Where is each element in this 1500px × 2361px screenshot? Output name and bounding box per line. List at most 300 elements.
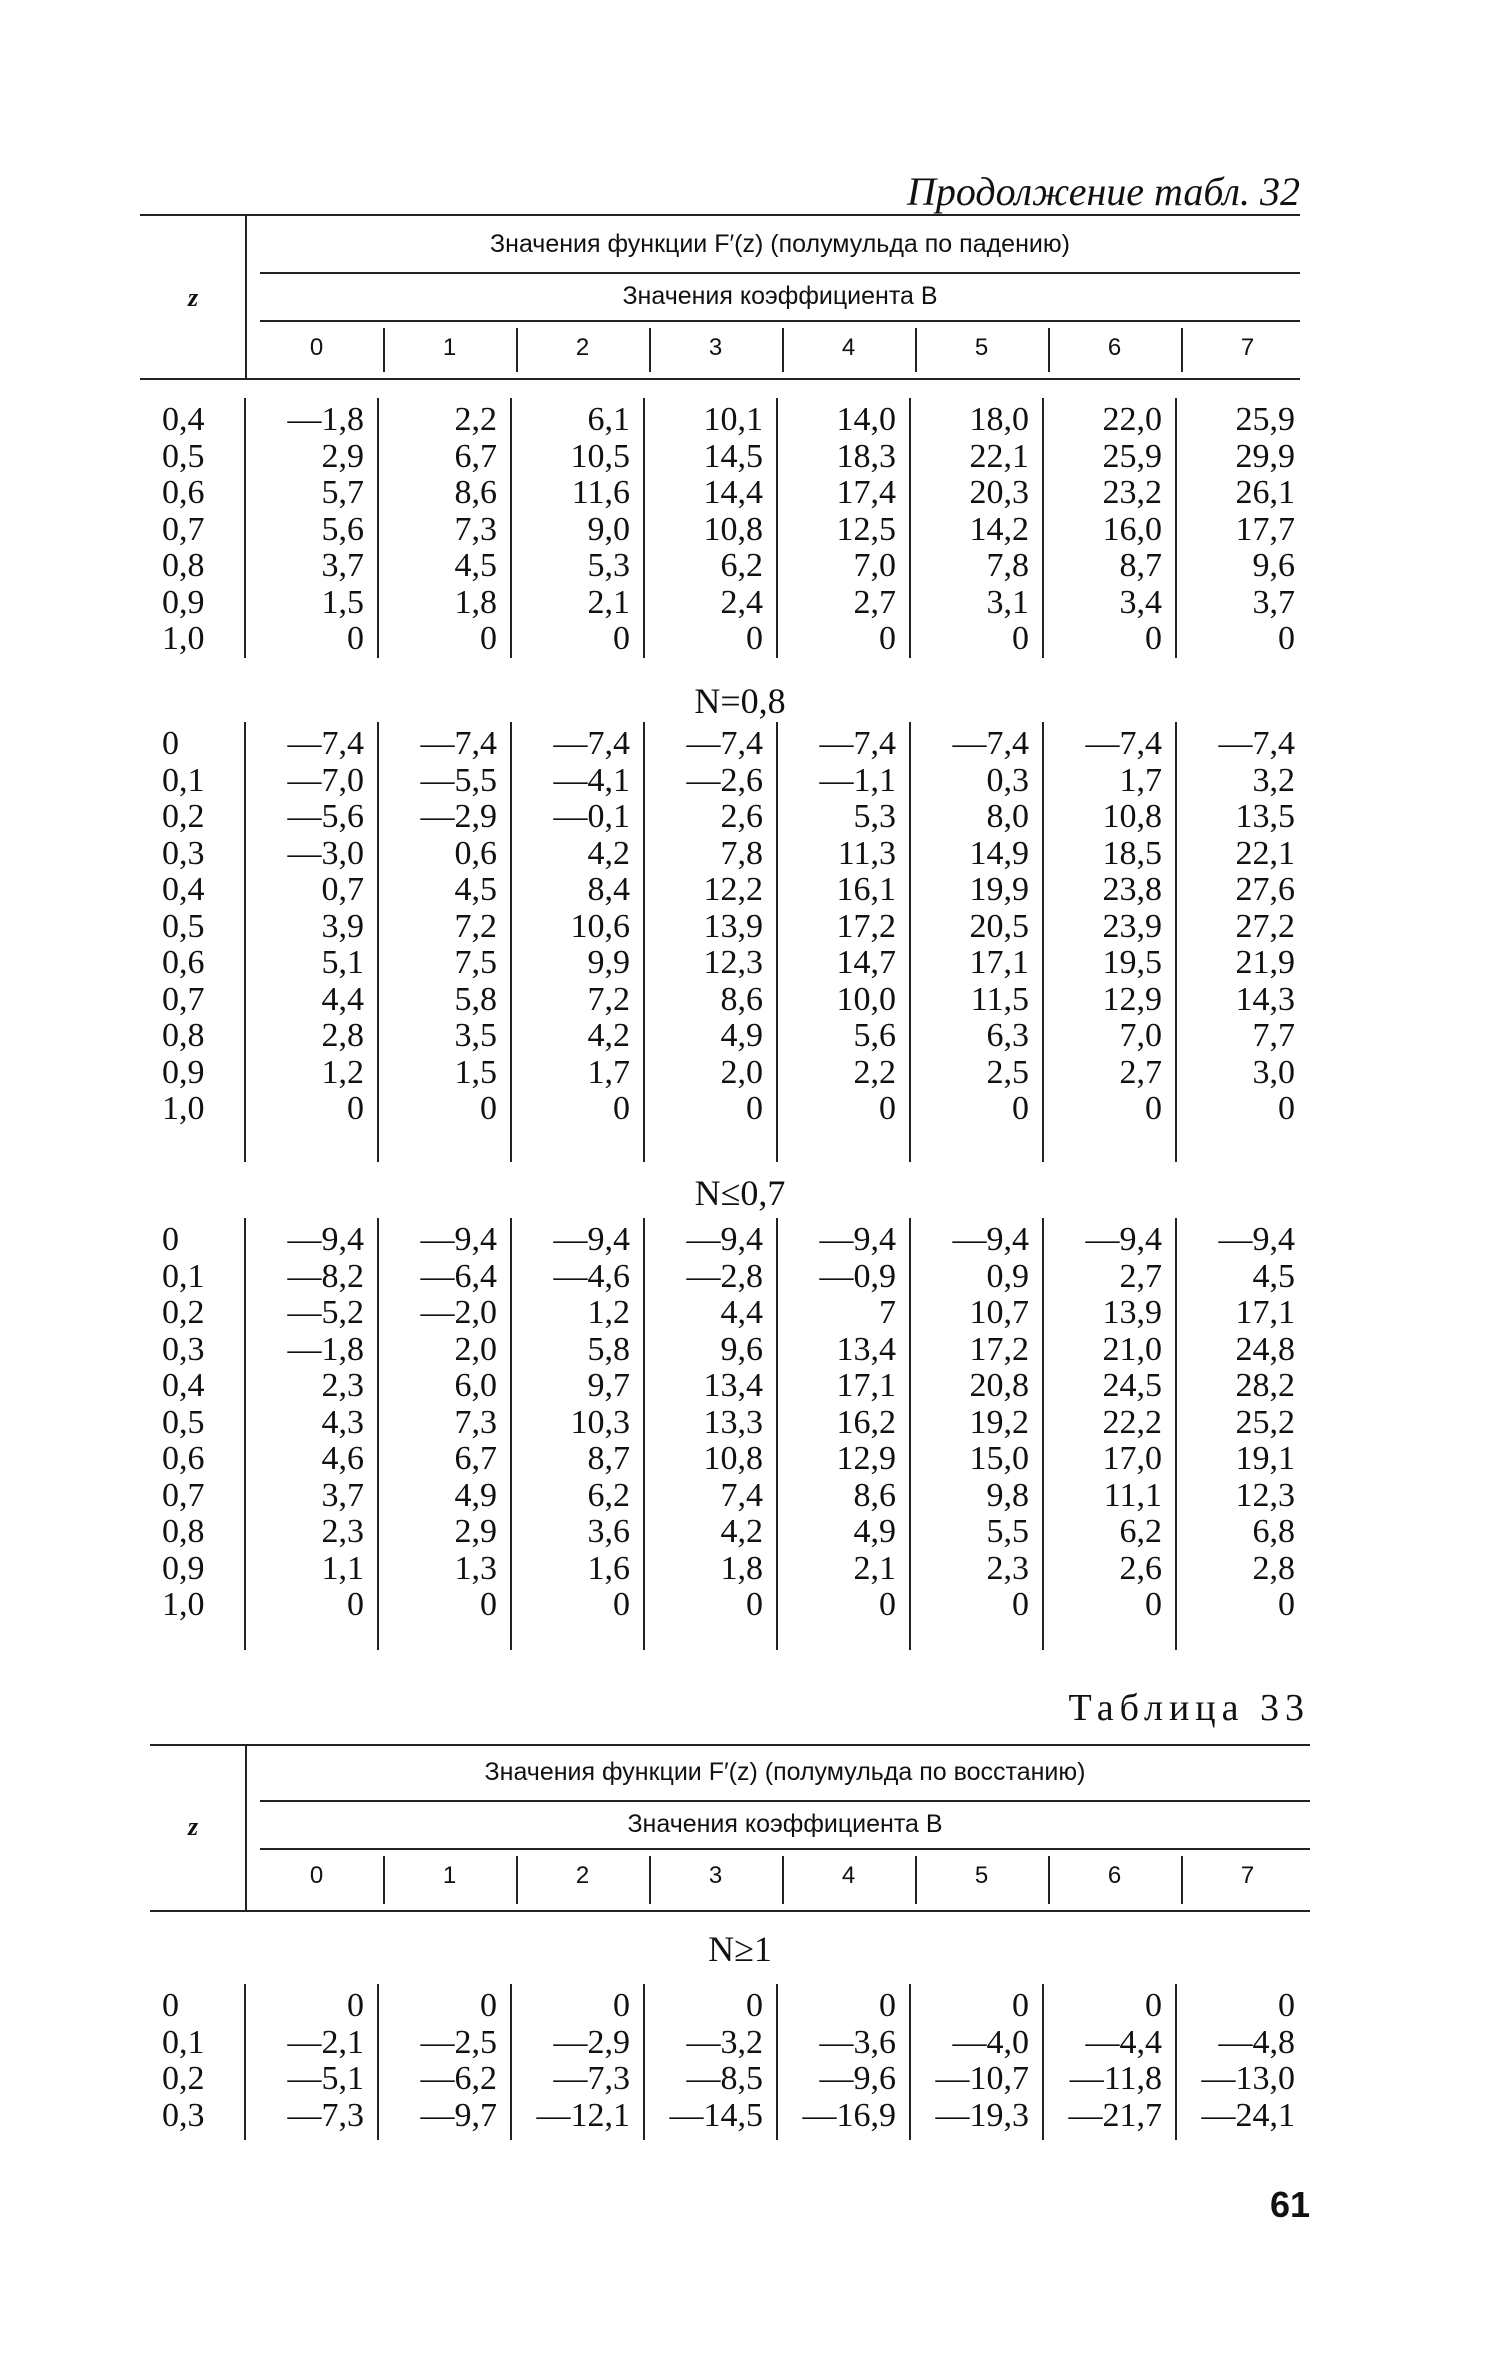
table-cell: —4,6 — [553, 1257, 630, 1295]
table-cell: 4,5 — [454, 547, 497, 584]
table-cell: 7,4 — [720, 1476, 763, 1514]
table-cell: 0 — [347, 1987, 364, 2024]
column-header-b1: 1 — [442, 334, 457, 361]
table-cell: —7,4 — [287, 725, 364, 762]
table-cell: —9,7 — [420, 2096, 497, 2134]
table-cell: 28,2 — [1235, 1367, 1295, 1404]
table-cell: —9,6 — [819, 2060, 896, 2097]
table-cell: —9,4 — [1085, 1221, 1162, 1258]
table-cell: 16,0 — [1102, 510, 1162, 548]
table-cell: 4,2 — [720, 1513, 763, 1550]
z-value: 0,3 — [162, 1330, 205, 1368]
table-cell: 23,8 — [1102, 871, 1162, 908]
table-cell: 4,2 — [587, 834, 630, 872]
table-cell: 3,1 — [986, 583, 1029, 621]
table-cell: 5,6 — [853, 1017, 896, 1054]
table-cell: 6,3 — [986, 1017, 1029, 1054]
table-cell: 4,9 — [853, 1513, 896, 1550]
table-cell: 10,8 — [703, 510, 763, 548]
table32-subtitle: Значения коэффициента B — [622, 282, 938, 310]
z-value: 0,2 — [162, 1294, 205, 1331]
z-value: 0,4 — [162, 1367, 205, 1404]
column-header-b4: 4 — [841, 334, 856, 361]
table-cell: 25,9 — [1102, 437, 1162, 475]
table-cell: 7,2 — [587, 980, 630, 1018]
table-cell: 2,2 — [454, 401, 497, 438]
table-cell: 2,7 — [1119, 1053, 1162, 1091]
table-cell: 0 — [1012, 1586, 1029, 1623]
table-cell: 17,4 — [836, 474, 896, 511]
table-cell: 0 — [480, 1987, 497, 2024]
table-cell: 0 — [746, 620, 763, 657]
table-cell: 11,1 — [1103, 1476, 1162, 1514]
z-value: 0,7 — [162, 1476, 205, 1514]
table-cell: —0,9 — [819, 1257, 896, 1295]
table-cell: —2,8 — [686, 1257, 763, 1295]
z-value: 0,8 — [162, 1513, 205, 1550]
condition-n-le-0-7: N≤0,7 — [694, 1173, 786, 1213]
table-cell: 7,8 — [986, 547, 1029, 584]
z-value: 0,1 — [162, 1257, 205, 1295]
table-cell: 0 — [1012, 620, 1029, 657]
z-value: 0,3 — [162, 2096, 205, 2134]
table-cell: 0 — [1145, 1090, 1162, 1127]
condition-n-0-8: N=0,8 — [694, 681, 786, 721]
table-cell: 17,2 — [969, 1330, 1029, 1368]
table-cell: —8,5 — [686, 2060, 763, 2097]
table-cell: 12,2 — [703, 871, 763, 908]
table-cell: 1,2 — [587, 1294, 630, 1331]
table-cell: —7,4 — [819, 725, 896, 762]
z-value: 0,7 — [162, 510, 205, 548]
table-cell: 12,5 — [836, 510, 896, 548]
table-cell: —13,0 — [1201, 2060, 1295, 2097]
table-cell: —24,1 — [1201, 2096, 1295, 2134]
table-cell: —7,4 — [553, 725, 630, 762]
table-cell: 2,3 — [986, 1549, 1029, 1587]
table-cell: 13,3 — [703, 1403, 763, 1441]
table-cell: 16,2 — [836, 1403, 896, 1441]
table-cell: 0 — [613, 620, 630, 657]
table-cell: 3,7 — [321, 547, 364, 584]
table-cell: 10,6 — [570, 907, 630, 945]
table-cell: —1,8 — [287, 1330, 364, 1368]
table-cell: 7,0 — [853, 547, 896, 584]
table-cell: 0 — [746, 1090, 763, 1127]
table-cell: 1,3 — [454, 1549, 497, 1587]
table-cell: 17,1 — [1235, 1294, 1295, 1331]
table-cell: 2,9 — [321, 437, 364, 475]
table-cell: —3,0 — [287, 834, 364, 872]
z-value: 0 — [162, 1221, 179, 1258]
z-value: 1,0 — [162, 1586, 205, 1623]
table-cell: 10,1 — [703, 401, 763, 438]
table-cell: 17,1 — [836, 1367, 896, 1404]
table-cell: 12,9 — [1102, 980, 1162, 1018]
table-cell: 12,3 — [703, 944, 763, 981]
column-header-b3: 3 — [708, 334, 723, 361]
table-cell: 0,9 — [986, 1257, 1029, 1295]
table-cell: 2,0 — [454, 1330, 497, 1368]
table-cell: 2,0 — [720, 1053, 763, 1091]
z-value: 0,2 — [162, 798, 205, 835]
table-cell: 21,9 — [1235, 944, 1295, 981]
table-cell: 22,0 — [1102, 401, 1162, 438]
column-header-b0: 0 — [309, 1862, 324, 1889]
table-cell: —19,3 — [935, 2096, 1029, 2134]
table-cell: 2,1 — [853, 1549, 896, 1587]
table-cell: 5,3 — [853, 798, 896, 835]
table-cell: 0 — [879, 620, 896, 657]
table-cell: 0,6 — [454, 834, 497, 872]
table-cell: —2,5 — [420, 2023, 497, 2061]
table-cell: —7,4 — [1218, 725, 1295, 762]
table-cell: 2,7 — [1119, 1257, 1162, 1295]
table-cell: 22,1 — [969, 437, 1029, 475]
table-cell: 4,5 — [454, 871, 497, 908]
table-cell: 14,7 — [836, 944, 896, 981]
table-cell: 10,0 — [836, 980, 896, 1018]
table-cell: —7,4 — [1085, 725, 1162, 762]
table-cell: —2,0 — [420, 1294, 497, 1331]
table-cell: 5,7 — [321, 474, 364, 511]
table-cell: 3,4 — [1119, 583, 1162, 621]
table-cell: 9,0 — [587, 510, 630, 548]
table-cell: 6,1 — [587, 401, 630, 438]
table-cell: 7,5 — [454, 944, 497, 981]
table-cell: 4,5 — [1252, 1257, 1295, 1295]
table-cell: 2,4 — [720, 583, 763, 621]
table-cell: 0 — [1145, 1586, 1162, 1623]
table-cell: 11,6 — [571, 474, 630, 511]
table-cell: 9,7 — [587, 1367, 630, 1404]
table-cell: 10,8 — [1102, 798, 1162, 835]
z-value: 0,8 — [162, 1017, 205, 1054]
table-cell: 1,1 — [321, 1549, 364, 1587]
table-cell: 16,1 — [836, 871, 896, 908]
table-cell: 9,6 — [1252, 547, 1295, 584]
table-cell: 0 — [480, 1090, 497, 1127]
table-cell: 7,2 — [454, 907, 497, 945]
table-cell: 2,3 — [321, 1367, 364, 1404]
table-cell: —7,4 — [420, 725, 497, 762]
table-cell: 18,5 — [1102, 834, 1162, 872]
table-cell: 2,8 — [1252, 1549, 1295, 1587]
table-cell: —9,4 — [819, 1221, 896, 1258]
table32-z-header: z — [188, 283, 199, 312]
table-cell: 17,0 — [1102, 1440, 1162, 1477]
table-cell: 17,1 — [969, 944, 1029, 981]
table-cell: 24,5 — [1102, 1367, 1162, 1404]
table-cell: —2,6 — [686, 761, 763, 799]
table-cell: 1,7 — [587, 1053, 630, 1091]
table-cell: —7,0 — [287, 761, 364, 799]
condition-n-ge-1: N≥1 — [708, 1929, 772, 1969]
table-cell: 10,5 — [570, 437, 630, 475]
table-cell: 0 — [746, 1586, 763, 1623]
table-cell: 0 — [613, 1586, 630, 1623]
table-cell: 1,5 — [321, 583, 364, 621]
column-header-b5: 5 — [974, 334, 989, 361]
table-cell: 15,0 — [969, 1440, 1029, 1477]
table-cell: 0 — [347, 1090, 364, 1127]
table-cell: 0 — [746, 1987, 763, 2024]
table-cell: 8,7 — [1119, 547, 1162, 584]
z-value: 0 — [162, 725, 179, 762]
table-cell: 4,9 — [720, 1017, 763, 1054]
table-cell: —6,4 — [420, 1257, 497, 1295]
table-cell: 1,2 — [321, 1053, 364, 1091]
table-cell: —10,7 — [935, 2060, 1029, 2097]
table-cell: 0 — [613, 1090, 630, 1127]
table-cell: 3,6 — [587, 1513, 630, 1550]
table-cell: 0 — [879, 1586, 896, 1623]
table-cell: 0 — [1278, 1987, 1295, 2024]
z-value: 0,8 — [162, 547, 205, 584]
table-cell: —12,1 — [536, 2096, 630, 2134]
z-value: 0,6 — [162, 474, 205, 511]
table-cell: 5,6 — [321, 510, 364, 548]
table-cell: —8,2 — [287, 1257, 364, 1295]
table-cell: 23,2 — [1102, 474, 1162, 511]
table-cell: —21,7 — [1068, 2096, 1162, 2134]
table-cell: 11,5 — [970, 980, 1029, 1018]
column-header-b1: 1 — [442, 1862, 457, 1889]
table-cell: 29,9 — [1235, 437, 1295, 475]
table-cell: —2,1 — [287, 2023, 364, 2061]
table-cell: 17,7 — [1235, 510, 1295, 548]
table-cell: —16,9 — [802, 2096, 896, 2134]
table-cell: 1,8 — [720, 1549, 763, 1587]
table-cell: 8,0 — [986, 798, 1029, 835]
table-cell: —6,2 — [420, 2060, 497, 2097]
table-cell: —2,9 — [553, 2023, 630, 2061]
table-cell: 0 — [613, 1987, 630, 2024]
table-cell: 1,8 — [454, 583, 497, 621]
table-cell: —1,8 — [287, 401, 364, 438]
table-cell: 14,4 — [703, 474, 763, 511]
table-cell: 13,4 — [836, 1330, 896, 1368]
table-cell: 26,1 — [1235, 474, 1295, 511]
table-cell: 19,2 — [969, 1403, 1029, 1441]
table-cell: —1,1 — [819, 761, 896, 799]
table-cell: 27,2 — [1235, 907, 1295, 945]
table-cell: 5,8 — [587, 1330, 630, 1368]
table-cell: 2,5 — [986, 1053, 1029, 1091]
continuation-label: Продолжение табл. 32 — [906, 169, 1300, 214]
table-cell: —11,8 — [1069, 2060, 1162, 2097]
table-cell: 20,3 — [969, 474, 1029, 511]
table-cell: —4,8 — [1218, 2023, 1295, 2061]
table-cell: 10,8 — [703, 1440, 763, 1477]
table-cell: —7,4 — [952, 725, 1029, 762]
column-header-b4: 4 — [841, 1862, 856, 1889]
z-value: 0,4 — [162, 401, 205, 438]
z-value: 0,1 — [162, 2023, 205, 2061]
table-cell: 14,2 — [969, 510, 1029, 548]
table-cell: 13,5 — [1235, 798, 1295, 835]
table-cell: 4,6 — [321, 1440, 364, 1477]
table-cell: 1,7 — [1119, 761, 1162, 799]
table-cell: —4,1 — [553, 761, 630, 799]
table-cell: 4,4 — [720, 1294, 763, 1331]
table-cell: 0 — [1012, 1987, 1029, 2024]
z-value: 0,7 — [162, 980, 205, 1018]
table33-subtitle: Значения коэффициента B — [627, 1810, 943, 1838]
table-cell: 4,4 — [321, 980, 364, 1018]
table-cell: 17,2 — [836, 907, 896, 945]
column-header-b5: 5 — [974, 1862, 989, 1889]
table-cell: 10,7 — [969, 1294, 1029, 1331]
table-cell: 0 — [1145, 620, 1162, 657]
table33-header-title: Значения функции F′(z) (полумульда по восстанию) — [484, 1758, 1086, 1786]
table-cell: —7,3 — [287, 2096, 364, 2134]
table-cell: 14,9 — [969, 834, 1029, 872]
table-cell: 4,9 — [454, 1476, 497, 1514]
table-cell: 19,5 — [1102, 944, 1162, 981]
table-cell: 0 — [480, 1586, 497, 1623]
table-cell: 3,7 — [1252, 583, 1295, 621]
table-cell: 0 — [1278, 620, 1295, 657]
table-cell: 0 — [347, 620, 364, 657]
table-cell: 6,2 — [1119, 1513, 1162, 1550]
table-cell: 7,3 — [454, 510, 497, 548]
table-cell: —2,9 — [420, 798, 497, 835]
table-cell: 3,7 — [321, 1476, 364, 1514]
table-cell: 13,4 — [703, 1367, 763, 1404]
table-cell: 5,3 — [587, 547, 630, 584]
table-cell: 10,3 — [570, 1403, 630, 1441]
table-cell: 6,7 — [454, 1440, 497, 1477]
table-cell: 1,6 — [587, 1549, 630, 1587]
table-cell: 0 — [1012, 1090, 1029, 1127]
table-cell: 7 — [879, 1294, 896, 1331]
z-value: 0,1 — [162, 761, 205, 799]
table-cell: 7,7 — [1252, 1017, 1295, 1054]
table33-title: Таблица 33 — [1068, 1687, 1310, 1729]
table-cell: —14,5 — [669, 2096, 763, 2134]
table-cell: 8,6 — [454, 474, 497, 511]
table-cell: 14,3 — [1235, 980, 1295, 1018]
table-cell: 7,3 — [454, 1403, 497, 1441]
column-header-b7: 7 — [1240, 1862, 1255, 1889]
table-cell: 3,5 — [454, 1017, 497, 1054]
table-cell: 13,9 — [1102, 1294, 1162, 1331]
table-cell: 5,1 — [321, 944, 364, 981]
table-cell: 2,6 — [720, 798, 763, 835]
table-cell: —9,4 — [287, 1221, 364, 1258]
table-cell: —4,0 — [952, 2023, 1029, 2061]
table-cell: 2,8 — [321, 1017, 364, 1054]
table-cell: 4,3 — [321, 1403, 364, 1441]
table-cell: 19,1 — [1235, 1440, 1295, 1477]
z-value: 0,4 — [162, 871, 205, 908]
table-cell: 7,0 — [1119, 1017, 1162, 1054]
table-cell: 8,7 — [587, 1440, 630, 1477]
table-cell: 5,5 — [986, 1513, 1029, 1550]
table-cell: 9,9 — [587, 944, 630, 981]
table-cell: 23,9 — [1102, 907, 1162, 945]
table-cell: 22,2 — [1102, 1403, 1162, 1441]
table-cell: —0,1 — [553, 798, 630, 835]
table-cell: 27,6 — [1235, 871, 1295, 908]
table-cell: —5,1 — [287, 2060, 364, 2097]
table-cell: 2,7 — [853, 583, 896, 621]
table-cell: 8,4 — [587, 871, 630, 908]
table-cell: 18,3 — [836, 437, 896, 475]
table-cell: 8,6 — [853, 1476, 896, 1514]
table-cell: 12,9 — [836, 1440, 896, 1477]
z-value: 0,5 — [162, 907, 205, 945]
table-cell: —4,4 — [1085, 2023, 1162, 2061]
column-header-b2: 2 — [575, 334, 590, 361]
table-cell: 14,0 — [836, 401, 896, 438]
table-cell: —5,5 — [420, 761, 497, 799]
z-value: 1,0 — [162, 1090, 205, 1127]
table-cell: 6,7 — [454, 437, 497, 475]
table-cell: —7,3 — [553, 2060, 630, 2097]
table33-z-header: z — [188, 1812, 199, 1841]
table-cell: 2,6 — [1119, 1549, 1162, 1587]
table-cell: 3,9 — [321, 907, 364, 945]
table-cell: 0 — [1278, 1090, 1295, 1127]
table-cell: 25,2 — [1235, 1403, 1295, 1441]
table-cell: 13,9 — [703, 907, 763, 945]
table-cell: —9,4 — [686, 1221, 763, 1258]
table-cell: 0 — [879, 1987, 896, 2024]
z-value: 0,9 — [162, 1053, 205, 1091]
table32-title: Значения функции F′(z) (полумульда по падению) — [490, 230, 1070, 258]
table-cell: 6,0 — [454, 1367, 497, 1404]
table-cell: 0 — [879, 1090, 896, 1127]
table-cell: —5,6 — [287, 798, 364, 835]
table-cell: 0 — [1145, 1987, 1162, 2024]
table-cell: 18,0 — [969, 401, 1029, 438]
z-value: 0,6 — [162, 944, 205, 981]
table-cell: 9,6 — [720, 1330, 763, 1368]
column-header-b0: 0 — [309, 334, 324, 361]
table-cell: —9,4 — [553, 1221, 630, 1258]
table-cell: —9,4 — [420, 1221, 497, 1258]
table-cell: 6,8 — [1252, 1513, 1295, 1550]
table-cell: 2,1 — [587, 583, 630, 621]
z-value: 0,6 — [162, 1440, 205, 1477]
z-value: 1,0 — [162, 620, 205, 657]
column-header-b7: 7 — [1240, 334, 1255, 361]
column-header-b6: 6 — [1107, 1862, 1122, 1889]
table-cell: —9,4 — [952, 1221, 1029, 1258]
table-cell: —5,2 — [287, 1294, 364, 1331]
table-cell: 0 — [1278, 1586, 1295, 1623]
z-value: 0,5 — [162, 1403, 205, 1441]
table-cell: 19,9 — [969, 871, 1029, 908]
table-cell: 0,7 — [321, 871, 364, 908]
table-cell: 0 — [480, 620, 497, 657]
table-cell: 8,6 — [720, 980, 763, 1018]
table-cell: 6,2 — [587, 1476, 630, 1514]
table-cell: 20,5 — [969, 907, 1029, 945]
column-header-b6: 6 — [1107, 334, 1122, 361]
table-cell: 2,2 — [853, 1053, 896, 1091]
table-cell: 2,9 — [454, 1513, 497, 1550]
table-cell: 1,5 — [454, 1053, 497, 1091]
table-cell: 0,3 — [986, 761, 1029, 799]
table-cell: 3,2 — [1252, 761, 1295, 799]
table-cell: 9,8 — [986, 1476, 1029, 1514]
z-value: 0 — [162, 1987, 179, 2024]
table-cell: —3,2 — [686, 2023, 763, 2061]
z-value: 0,9 — [162, 583, 205, 621]
